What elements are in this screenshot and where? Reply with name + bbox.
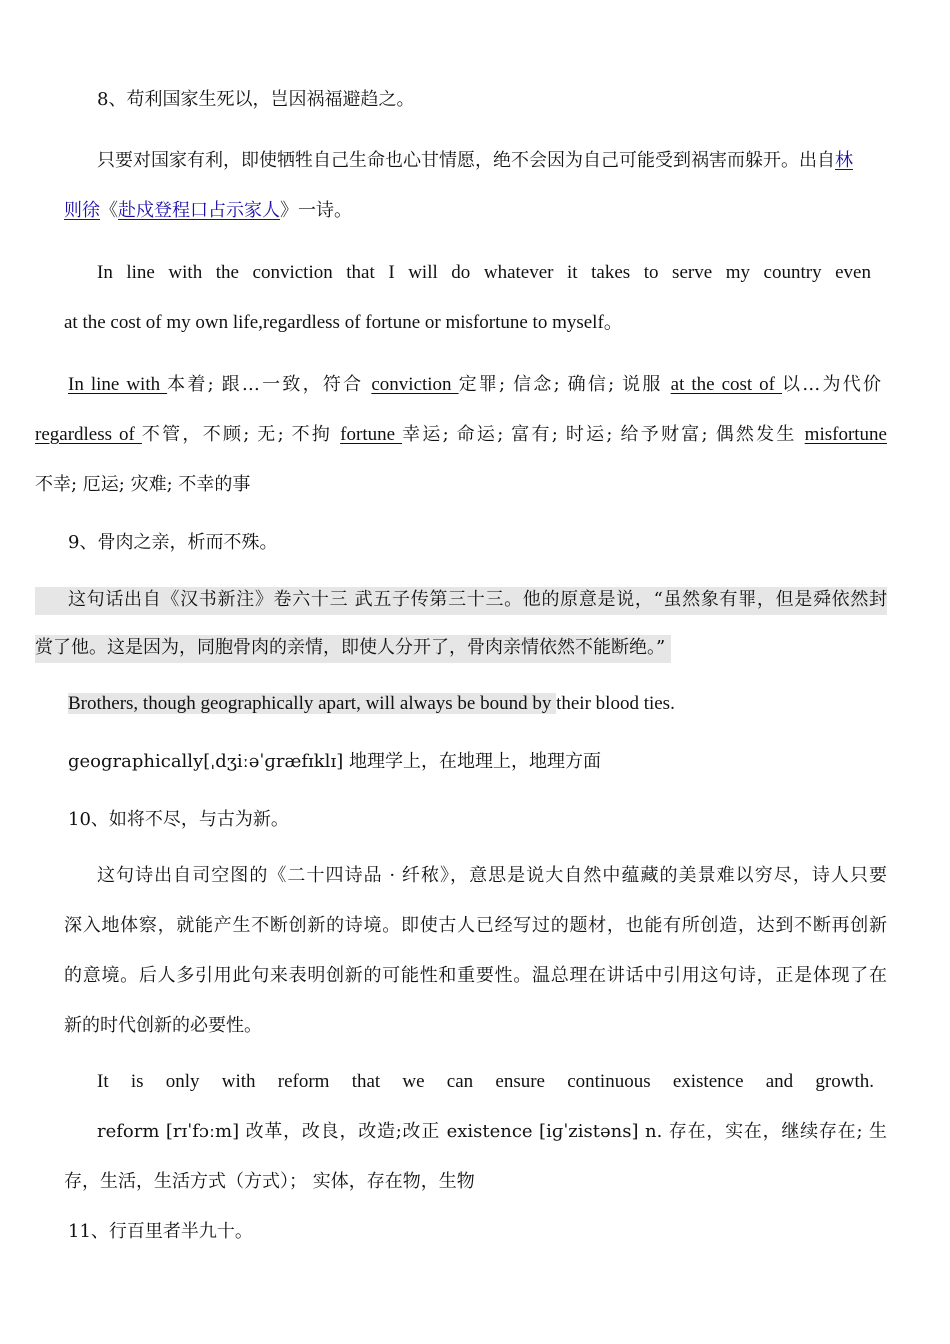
item-10-english: It is only with reform that we can ensure continuous existence and growth. <box>97 1071 874 1092</box>
item-9-explanation-line2: 赏了他。这是因为，同胞骨肉的亲情，即使人分开了，骨肉亲情依然不能断绝。” <box>35 635 671 663</box>
item-9-explanation-line1: 这句话出自《汉书新注》卷六十三 武五子传第三十三。他的原意是说，“虽然象有罪，但是舜依然封 <box>35 587 887 615</box>
vocab-term: at the cost of <box>670 374 782 395</box>
quote-open: 《 <box>100 200 118 221</box>
item-10-vocab-line2: 存，生活，生活方式（方式）； 实体，存在物，生物 <box>64 1171 475 1192</box>
vocab-def: 幸运; 命运; 富有; 时运; 给予财富; 偶然发生 <box>402 424 805 445</box>
item-8-english-line2: at the cost of my own life,regardless of fortune or misfortune to myself。 <box>64 312 623 333</box>
vocab-term: In line with <box>68 374 168 395</box>
item-8-english-line1: In line with the conviction that I will do whatever it takes to serve my country even <box>97 262 871 283</box>
item-10-heading: 10、如将不尽，与古为新。 <box>68 809 289 830</box>
item-9-heading: 9、骨肉之亲，析而不殊。 <box>68 532 278 553</box>
item-9-english <box>68 692 675 716</box>
vocab-def: 以…为代价 <box>782 374 881 395</box>
item-8-vocab-line2 <box>35 423 887 447</box>
vocab-term: misfortune <box>804 424 887 445</box>
item-10-explanation-line4: 新的时代创新的必要性。 <box>64 1015 262 1036</box>
item-10-explanation-line1: 这句诗出自司空图的《二十四诗品 · 纤秾》，意思是说大自然中蕴藏的美景难以穷尽，诗人只要 <box>97 865 887 886</box>
item-8-explanation-line1 <box>97 149 853 173</box>
item-8-heading: 8、苟利国家生死以，岂因祸福避趋之。 <box>97 89 415 110</box>
item-9-vocab: geographically[ˌdʒiːəˈɡræfɪklɪ] 地理学上，在地理上，地理方面 <box>68 751 601 772</box>
item-11-heading: 11、行百里者半九十。 <box>68 1221 253 1242</box>
vocab-def: 定罪; 信念; 确信; 说服 <box>458 374 671 395</box>
item-8-vocab-line3: 不幸; 厄运; 灾难; 不幸的事 <box>35 474 251 495</box>
english-rest: their blood ties. <box>556 693 675 714</box>
item-10-explanation-line2: 深入地体察，就能产生不断创新的诗境。即使古人已经写过的题材，也能有所创造，达到不断再创新 <box>64 915 887 936</box>
item-10-vocab-line1: reform [rɪˈfɔːm] 改革，改良，改造;改正 existence [iɡˈzistəns] n. 存在，实在，继续存在; 生 <box>97 1121 887 1142</box>
item-8-vocab-line1 <box>68 373 881 397</box>
item-8-explanation-line2 <box>64 199 352 223</box>
quote-close: 》一诗。 <box>280 200 352 221</box>
vocab-def: 本着; 跟…一致，符合 <box>167 374 372 395</box>
vocab-term: conviction <box>371 374 459 395</box>
author-link-zexu[interactable]: 则徐 <box>64 200 100 221</box>
poem-link[interactable]: 赴戍登程口占示家人 <box>118 200 280 221</box>
vocab-term: regardless of <box>35 424 142 445</box>
english-highlighted: Brothers, though geographically apart, will always be bound by <box>68 693 557 714</box>
item-10-explanation-line3: 的意境。后人多引用此句来表明创新的可能性和重要性。温总理在讲话中引用这句诗，正是体现了在 <box>64 965 887 986</box>
item-8-explanation-text: 只要对国家有利，即使牺牲自己生命也心甘情愿，绝不会因为自己可能受到祸害而躲开。出自 <box>97 150 835 171</box>
vocab-term: fortune <box>340 424 403 445</box>
vocab-def: 不管，不顾; 无; 不拘 <box>141 424 341 445</box>
author-link-lin[interactable]: 林 <box>835 150 853 171</box>
